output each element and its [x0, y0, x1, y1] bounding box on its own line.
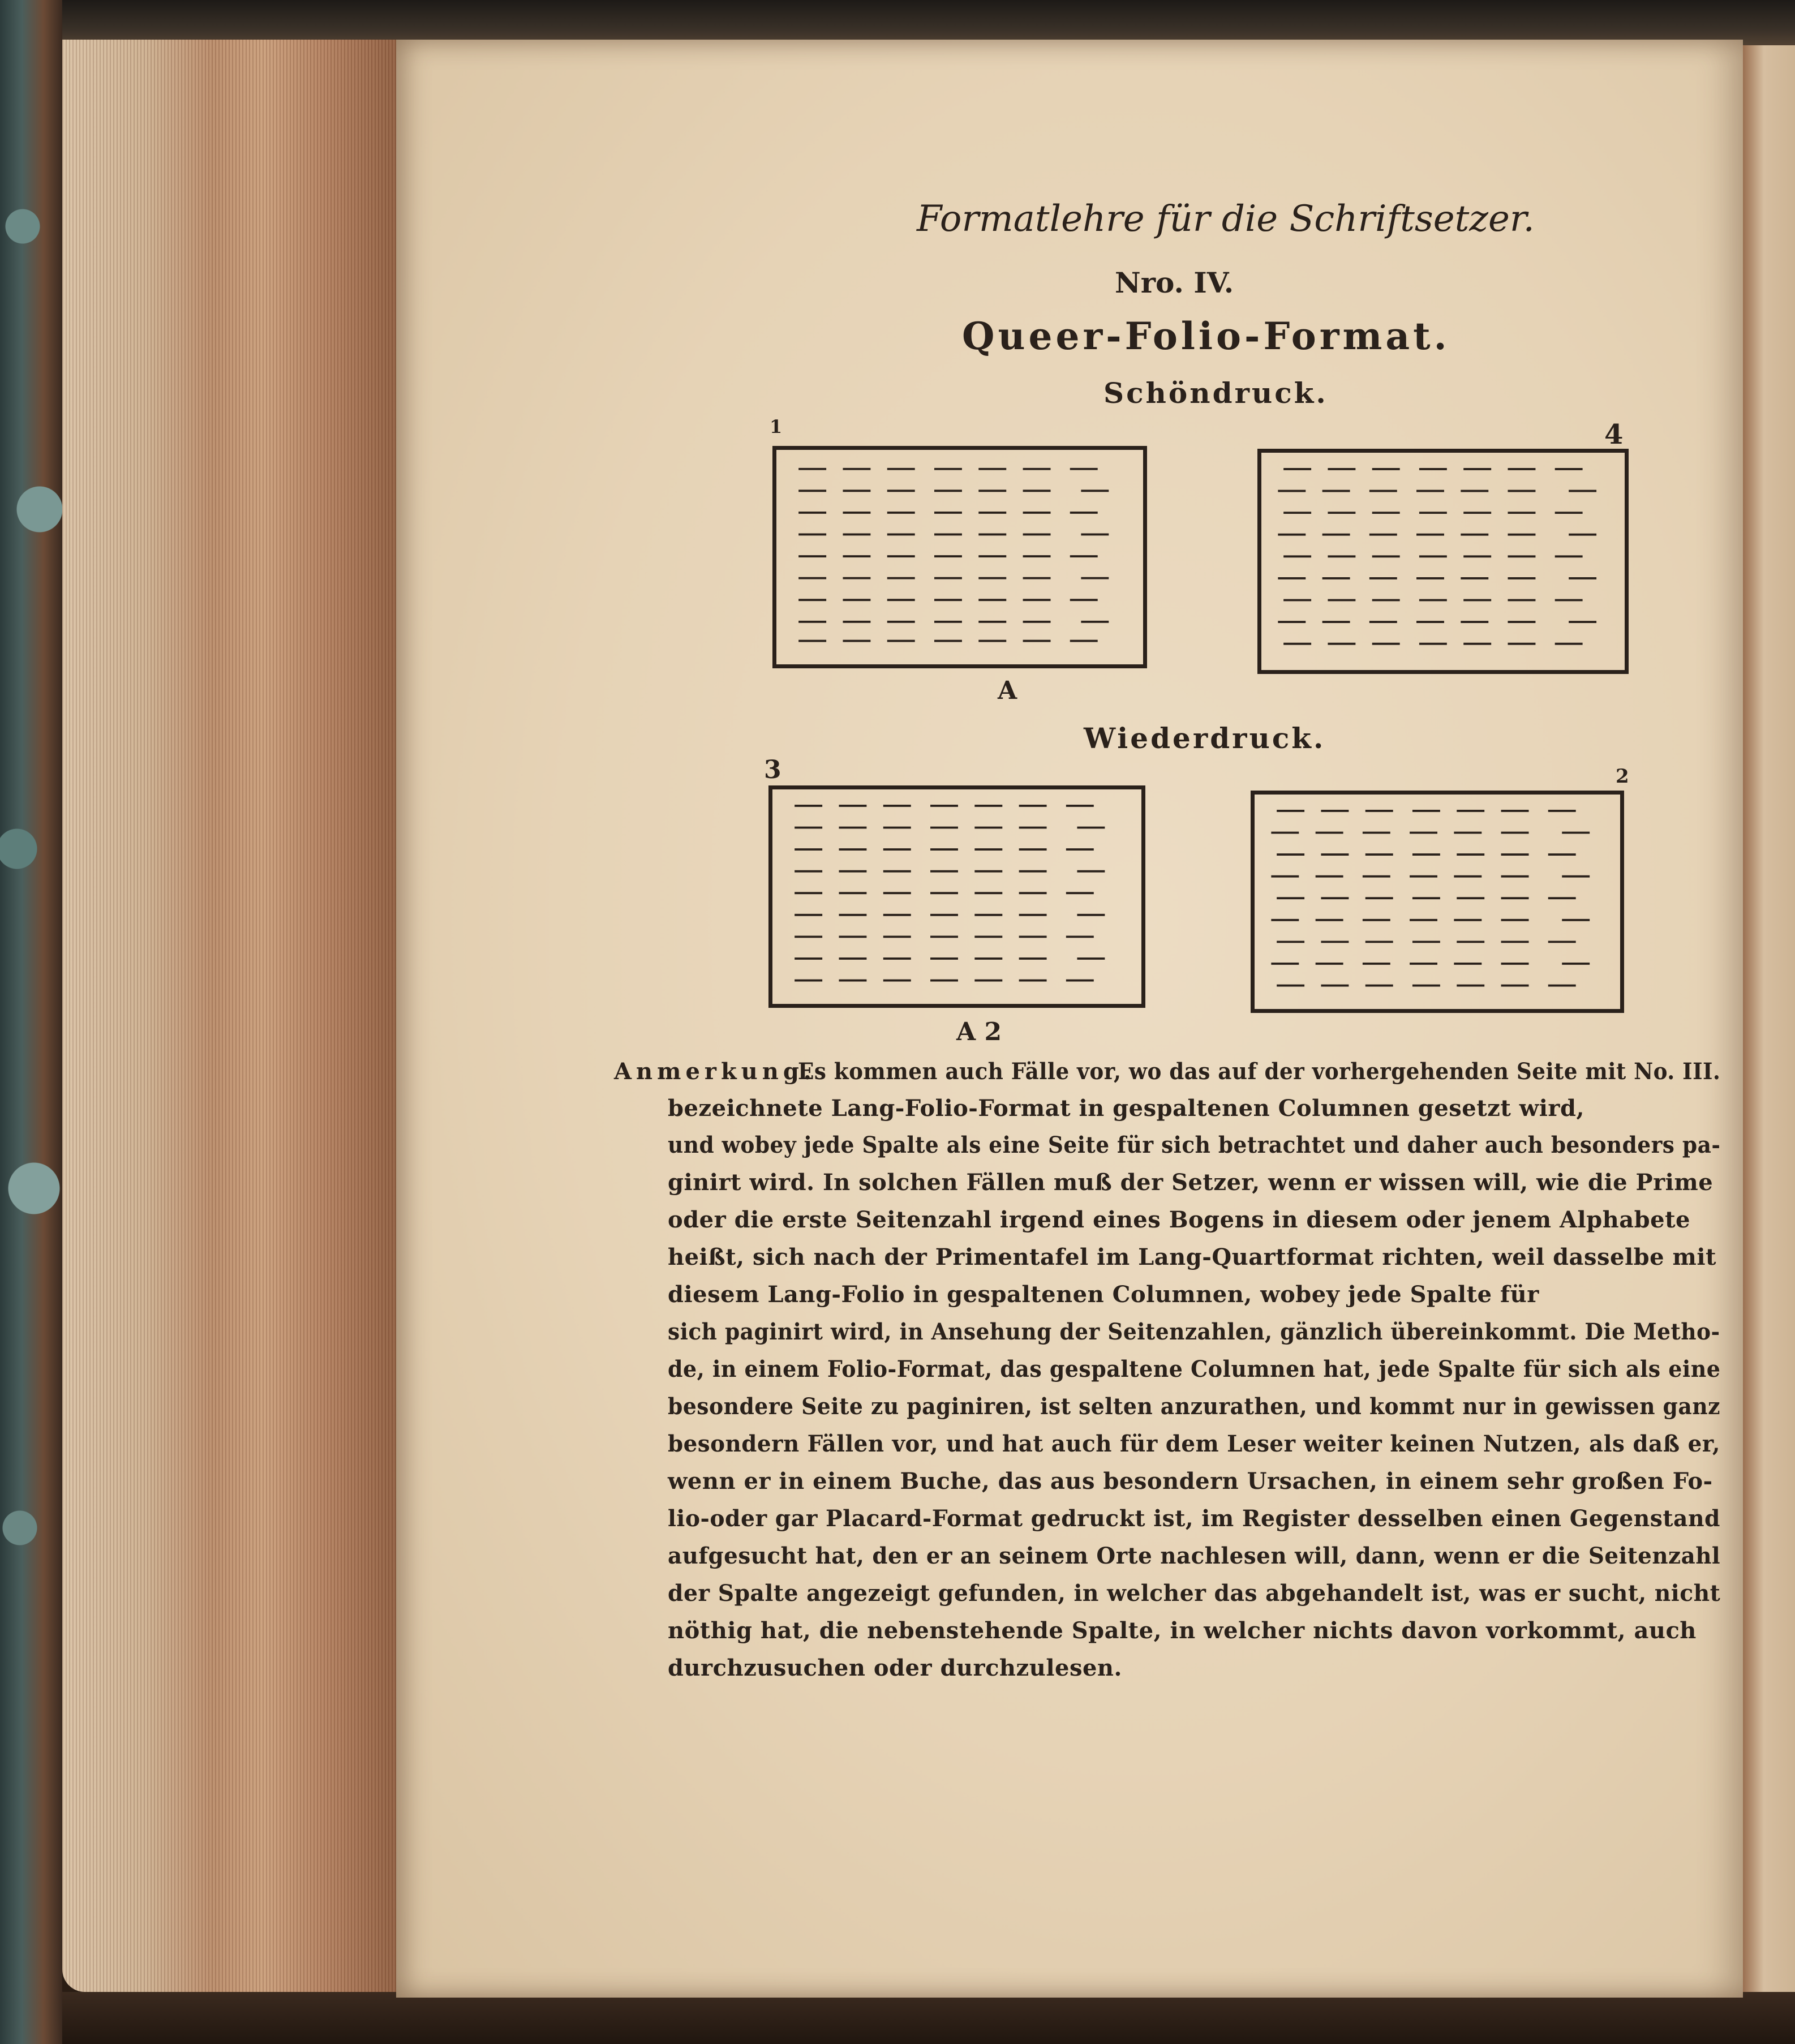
note-line-1: Es kommen auch Fälle vor, wo das auf der vorhergehenden Seite mit No. III.	[798, 1058, 1721, 1085]
note-line-16: nöthig hat, die nebenstehende Spalte, in welcher nichts davon vorkommt, auch	[668, 1617, 1697, 1644]
text-lines-4	[1261, 453, 1625, 670]
note-line-8: sich paginirt wird, in Ansehung der Seitenzahlen, gänzlich übereinkommt. Die Metho-	[668, 1319, 1720, 1345]
marbled-cover	[0, 0, 62, 2044]
note-line-4: ginirt wird. In solchen Fällen muß der Setzer, wenn er wissen will, wie die Prime	[668, 1169, 1714, 1196]
running-title: Formatlehre für die Schriftsetzer.	[917, 198, 1535, 240]
page-number-3: 3	[764, 755, 781, 784]
page-diagram-4	[1257, 449, 1629, 674]
page-number-2: 2	[1616, 765, 1629, 788]
note-line-3: und wobey jede Spalte als eine Seite für sich betrachtet und daher auch besonders pa-	[668, 1132, 1721, 1158]
note-line-15: der Spalte angezeigt gefunden, in welcher das abgehandelt ist, was er sucht, nicht	[668, 1580, 1721, 1607]
page-number-1: 1	[770, 416, 783, 437]
note-line-7: diesem Lang-Folio in gespaltenen Columnen, wobey jede Spalte für	[668, 1281, 1539, 1308]
note-line-6: heißt, sich nach der Primentafel im Lang-Quartformat richten, weil dasselbe mit	[668, 1244, 1716, 1270]
note-line-9: de, in einem Folio-Format, das gespaltene Columnen hat, jede Spalte für sich als eine	[668, 1356, 1721, 1382]
note-line-13: lio-oder gar Placard-Format gedruckt ist, im Register desselben einen Gegenstand	[668, 1505, 1720, 1532]
text-lines-3	[772, 789, 1141, 1004]
note-line-10: besondere Seite zu paginiren, ist selten anzurathen, und kommt nur in gewissen ganz	[668, 1393, 1720, 1420]
note-line-17: durchzusuchen oder durchzulesen.	[668, 1655, 1122, 1681]
note-line-5: oder die erste Seitenzahl irgend eines Bogens in diesem oder jenem Alphabete	[668, 1206, 1691, 1233]
next-page-edge	[1743, 45, 1795, 1992]
note-line-2: bezeichnete Lang-Folio-Format in gespaltenen Columnen gesetzt wird,	[668, 1095, 1584, 1122]
signature-a: A	[998, 676, 1017, 705]
note-label: Anmerkung.	[614, 1058, 816, 1085]
page-fore-edge	[62, 40, 396, 1992]
page-diagram-1	[772, 446, 1147, 668]
text-lines-1	[776, 450, 1143, 664]
schoendruck-heading: Schöndruck.	[1103, 376, 1328, 410]
book-bottom-edge	[62, 1992, 1795, 2044]
note-line-12: wenn er in einem Buche, das aus besondern Ursachen, in einem sehr großen Fo-	[668, 1468, 1713, 1495]
note-line-14: aufgesucht hat, den er an seinem Orte nachlesen will, dann, wenn er die Seitenzahl	[668, 1543, 1721, 1569]
text-lines-2	[1255, 795, 1620, 1009]
page-number-4: 4	[1604, 419, 1624, 450]
format-title: Queer-Folio-Format.	[962, 314, 1450, 358]
format-number: Nro. IV.	[1115, 266, 1234, 299]
page-diagram-3	[768, 785, 1145, 1008]
wiederdruck-heading: Wiederdruck.	[1084, 722, 1326, 755]
note-line-11: besondern Fällen vor, und hat auch für dem Leser weiter keinen Nutzen, als daß er,	[668, 1431, 1720, 1457]
signature-a2: A 2	[956, 1017, 1002, 1046]
page-diagram-2	[1251, 791, 1624, 1013]
